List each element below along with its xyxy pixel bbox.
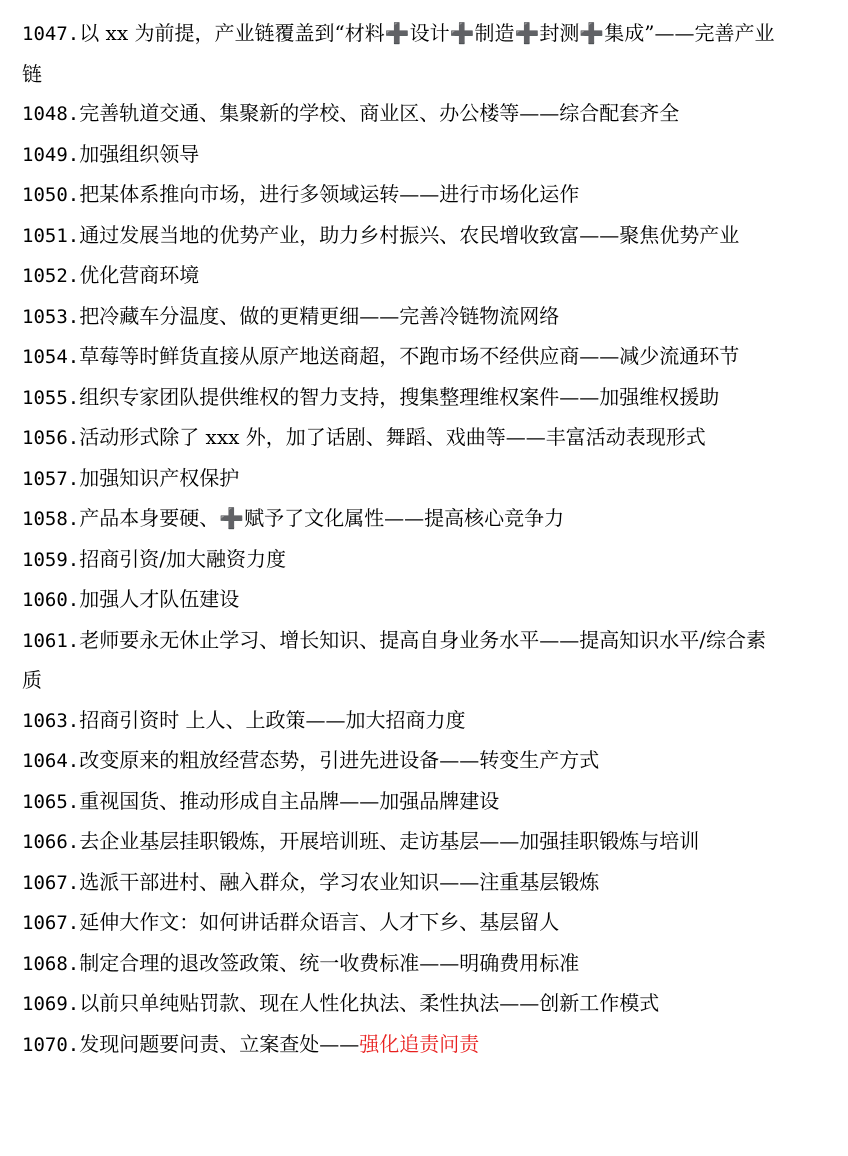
item-number: 1057. bbox=[22, 467, 80, 490]
item-number: 1053. bbox=[22, 305, 80, 328]
list-item bbox=[22, 984, 782, 1025]
item-text: 招商引资/加大融资力度 bbox=[79, 546, 286, 571]
list-item bbox=[22, 863, 782, 904]
item-number: 1065. bbox=[22, 790, 80, 813]
item-text: 制定合理的退改签政策、统一收费标准——明确费用标准 bbox=[79, 950, 580, 975]
item-number: 1049. bbox=[22, 143, 80, 166]
list-item bbox=[22, 378, 782, 419]
item-text: 加强组织领导 bbox=[79, 141, 200, 166]
item-text: 完善轨道交通、集聚新的学校、商业区、办公楼等——综合配套齐全 bbox=[79, 101, 680, 125]
list-item bbox=[22, 256, 782, 297]
list-item bbox=[22, 175, 782, 216]
list-item bbox=[22, 580, 782, 621]
list-item bbox=[22, 701, 782, 742]
item-number: 1052. bbox=[22, 265, 80, 287]
item-text: 产品本身要硬、➕赋予了文化属性——提高核心竞争力 bbox=[79, 506, 565, 530]
item-text: 草莓等时鲜货直接从原产地送商超，不跑市场不经供应商——减少流通环节 bbox=[79, 344, 740, 368]
list-item bbox=[22, 499, 782, 540]
item-text: 以前只单纯贴罚款、现在人性化执法、柔性执法——创新工作模式 bbox=[79, 991, 660, 1015]
list-item bbox=[22, 903, 782, 944]
list-item bbox=[22, 540, 782, 581]
item-number: 1050. bbox=[22, 184, 80, 206]
item-number: 1055. bbox=[22, 386, 80, 409]
list-item bbox=[22, 1025, 782, 1066]
item-text: 把某体系推向市场，进行多领域运转——进行市场化运作 bbox=[79, 182, 580, 206]
item-number: 1061. bbox=[22, 629, 80, 652]
highlight-text: 强化追责问责 bbox=[359, 1031, 480, 1056]
list-item bbox=[22, 944, 782, 985]
item-text: 延伸大作文：如何讲话群众语言、人才下乡、基层留人 bbox=[79, 910, 560, 934]
item-number: 1067. bbox=[22, 871, 80, 894]
item-number: 1051. bbox=[22, 224, 80, 247]
item-number: 1058. bbox=[22, 508, 80, 530]
item-number: 1063. bbox=[22, 709, 80, 732]
item-text: 老师要永无休止学习、增长知识、提高自身业务水平——提高知识水平/综合素质 bbox=[22, 627, 766, 692]
list-item bbox=[22, 337, 782, 378]
item-text: 以 xx 为前提，产业链覆盖到“材料➕设计➕制造➕封测➕集成”——完善产业链 bbox=[22, 21, 775, 86]
item-number: 1067. bbox=[22, 912, 80, 934]
item-text: 加强人才队伍建设 bbox=[79, 587, 240, 611]
item-text: 招商引资时 上人、上政策——加大招商力度 bbox=[79, 707, 466, 732]
item-number: 1060. bbox=[22, 589, 80, 611]
item-number: 1054. bbox=[22, 346, 80, 368]
item-number: 1048. bbox=[22, 103, 80, 125]
list-item bbox=[22, 418, 782, 459]
item-number: 1056. bbox=[22, 427, 80, 449]
item-number: 1047. bbox=[22, 23, 80, 45]
item-text: 重视国货、推动形成自主品牌——加强品牌建设 bbox=[79, 788, 500, 813]
item-text: 优化营商环境 bbox=[79, 263, 200, 287]
list-item bbox=[22, 741, 782, 782]
list-item bbox=[22, 216, 782, 257]
list-item bbox=[22, 621, 782, 701]
list-item bbox=[22, 14, 782, 94]
item-number: 1066. bbox=[22, 831, 80, 853]
item-number: 1059. bbox=[22, 548, 80, 571]
item-text: 选派干部进村、融入群众，学习农业知识——注重基层锻炼 bbox=[79, 869, 600, 894]
item-text: 发现问题要问责、立案查处—— bbox=[79, 1031, 360, 1056]
item-text: 去企业基层挂职锻炼，开展培训班、走访基层——加强挂职锻炼与培训 bbox=[79, 829, 700, 853]
item-text: 活动形式除了 xxx 外，加了话剧、舞蹈、戏曲等——丰富活动表现形式 bbox=[79, 425, 706, 449]
list-item bbox=[22, 135, 782, 176]
item-number: 1069. bbox=[22, 993, 80, 1015]
item-text: 通过发展当地的优势产业，助力乡村振兴、农民增收致富——聚焦优势产业 bbox=[79, 222, 740, 247]
item-number: 1070. bbox=[22, 1033, 80, 1056]
list-item bbox=[22, 297, 782, 338]
item-number: 1064. bbox=[22, 750, 80, 772]
item-text: 改变原来的粗放经营态势，引进先进设备——转变生产方式 bbox=[79, 748, 600, 772]
list-item bbox=[22, 94, 782, 135]
item-text: 加强知识产权保护 bbox=[79, 465, 240, 490]
item-text: 组织专家团队提供维权的智力支持，搜集整理维权案件——加强维权援助 bbox=[79, 384, 720, 409]
list-item bbox=[22, 459, 782, 500]
item-text: 把冷藏车分温度、做的更精更细——完善冷链物流网络 bbox=[79, 303, 560, 328]
list-item bbox=[22, 782, 782, 823]
item-number: 1068. bbox=[22, 952, 80, 975]
list-item bbox=[22, 822, 782, 863]
document-body bbox=[22, 14, 782, 1065]
